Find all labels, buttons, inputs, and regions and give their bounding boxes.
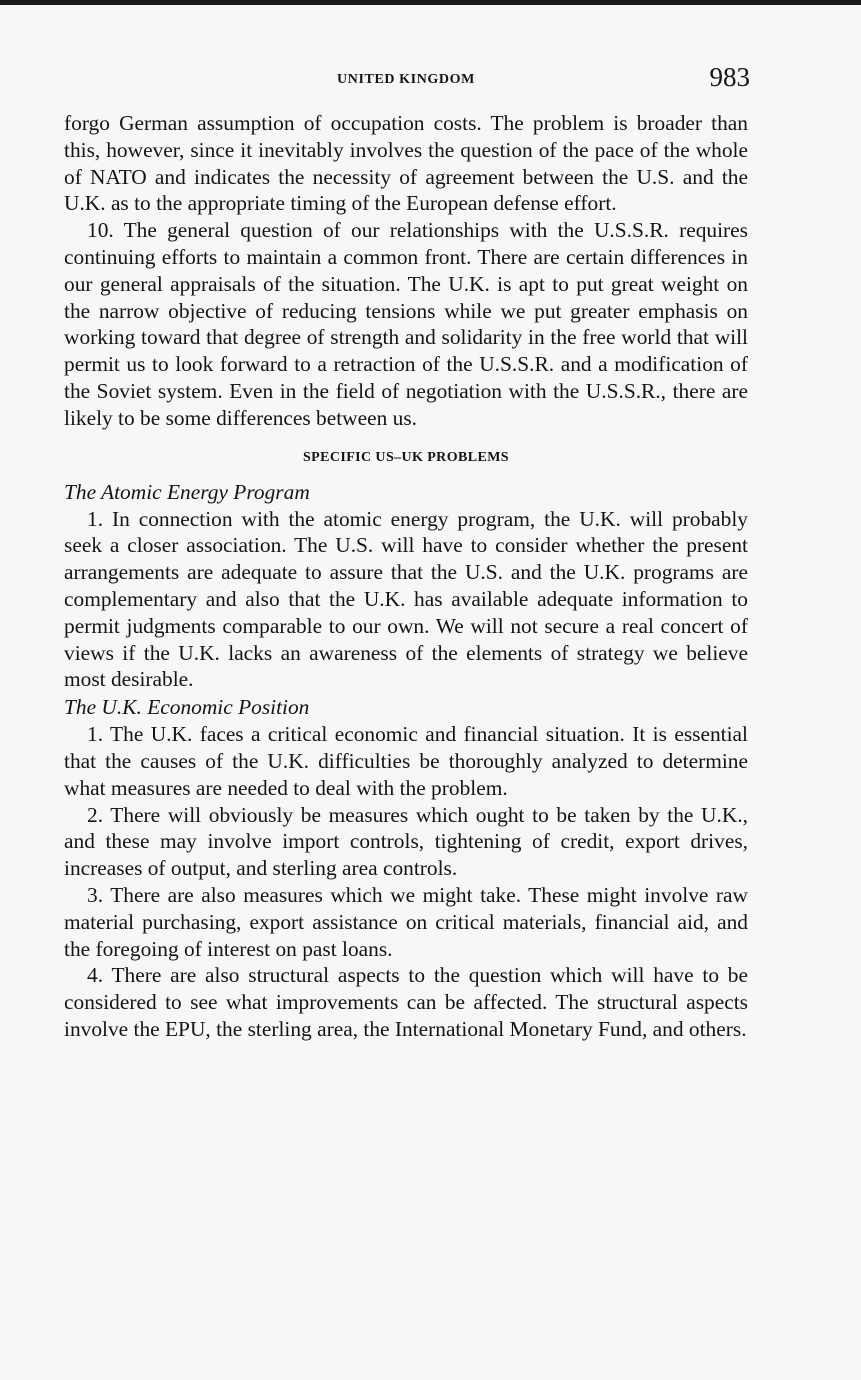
paragraph-10: 10. The general question of our relationships with the U.S.S.R. requires continuing efforts to maintain a common front. There are certain differences in our general appraisals of the situation. The U.K. is apt to put great weight on the narrow objective of reducing tensions while we put greater emphasis on working toward that degree of strength and solidarity in the free world that will permit us to look forward to a retraction of the U.S.S.R. and a modification of the Soviet system. Even in the field of negotiation with the U.S.S.R., there are likely to be some differences between us.	[64, 218, 748, 430]
subheading-uk-economic-position: The U.K. Economic Position	[64, 695, 310, 720]
subheading-atomic-energy: The Atomic Energy Program	[64, 479, 310, 504]
running-head: UNITED KINGDOM	[337, 72, 475, 87]
economic-paragraph-3: 3. There are also measures which we might take. These might involve raw material purchasing, export assistance on critical materials, financial aid, and the foregoing of interest on past loans.	[64, 882, 748, 961]
economic-paragraph-4: 4. There are also structural aspects to the question which will have to be considered to see what improvements can be affected. The structural aspects involve the EPU, the sterling area, the International Monetary Fund, and others.	[64, 963, 748, 1041]
economic-paragraph-1: 1. The U.K. faces a critical economic and financial situation. It is essential that the causes of the U.K. difficulties be thoroughly analyzed to determine what measures are needed to deal with the problem.	[64, 722, 748, 800]
page-number: 983	[709, 62, 750, 92]
atomic-paragraph-1: 1. In connection with the atomic energy program, the U.K. will probably seek a closer association. The U.S. will have to consider whether the present arrangements are adequate to assure that the U.S. and the U.K. programs are complementary and also that the U.K. has available adequate information to permit judgments comparable to our own. We will not secure a real concert of views if the U.K. lacks an awareness of the elements of strategy we believe most desirable.	[64, 506, 748, 692]
page-header	[64, 60, 748, 94]
economic-paragraph-2: 2. There will obviously be measures which ought to be taken by the U.K., and these may involve import controls, tightening of credit, export drives, increases of output, and sterling area controls.	[64, 802, 748, 881]
body-text	[64, 110, 748, 1043]
page-top-edge	[0, 0, 861, 5]
paragraph-continued: forgo German assumption of occupation costs. The problem is broader than this, however, since it inevitably involves the question of the pace of the whole of NATO and indicates the necessity of agreement between the U.S. and the U.K. as to the appropriate timing of the European defense effort.	[64, 111, 748, 216]
section-heading: SPECIFIC US–UK PROBLEMS	[302, 449, 509, 465]
